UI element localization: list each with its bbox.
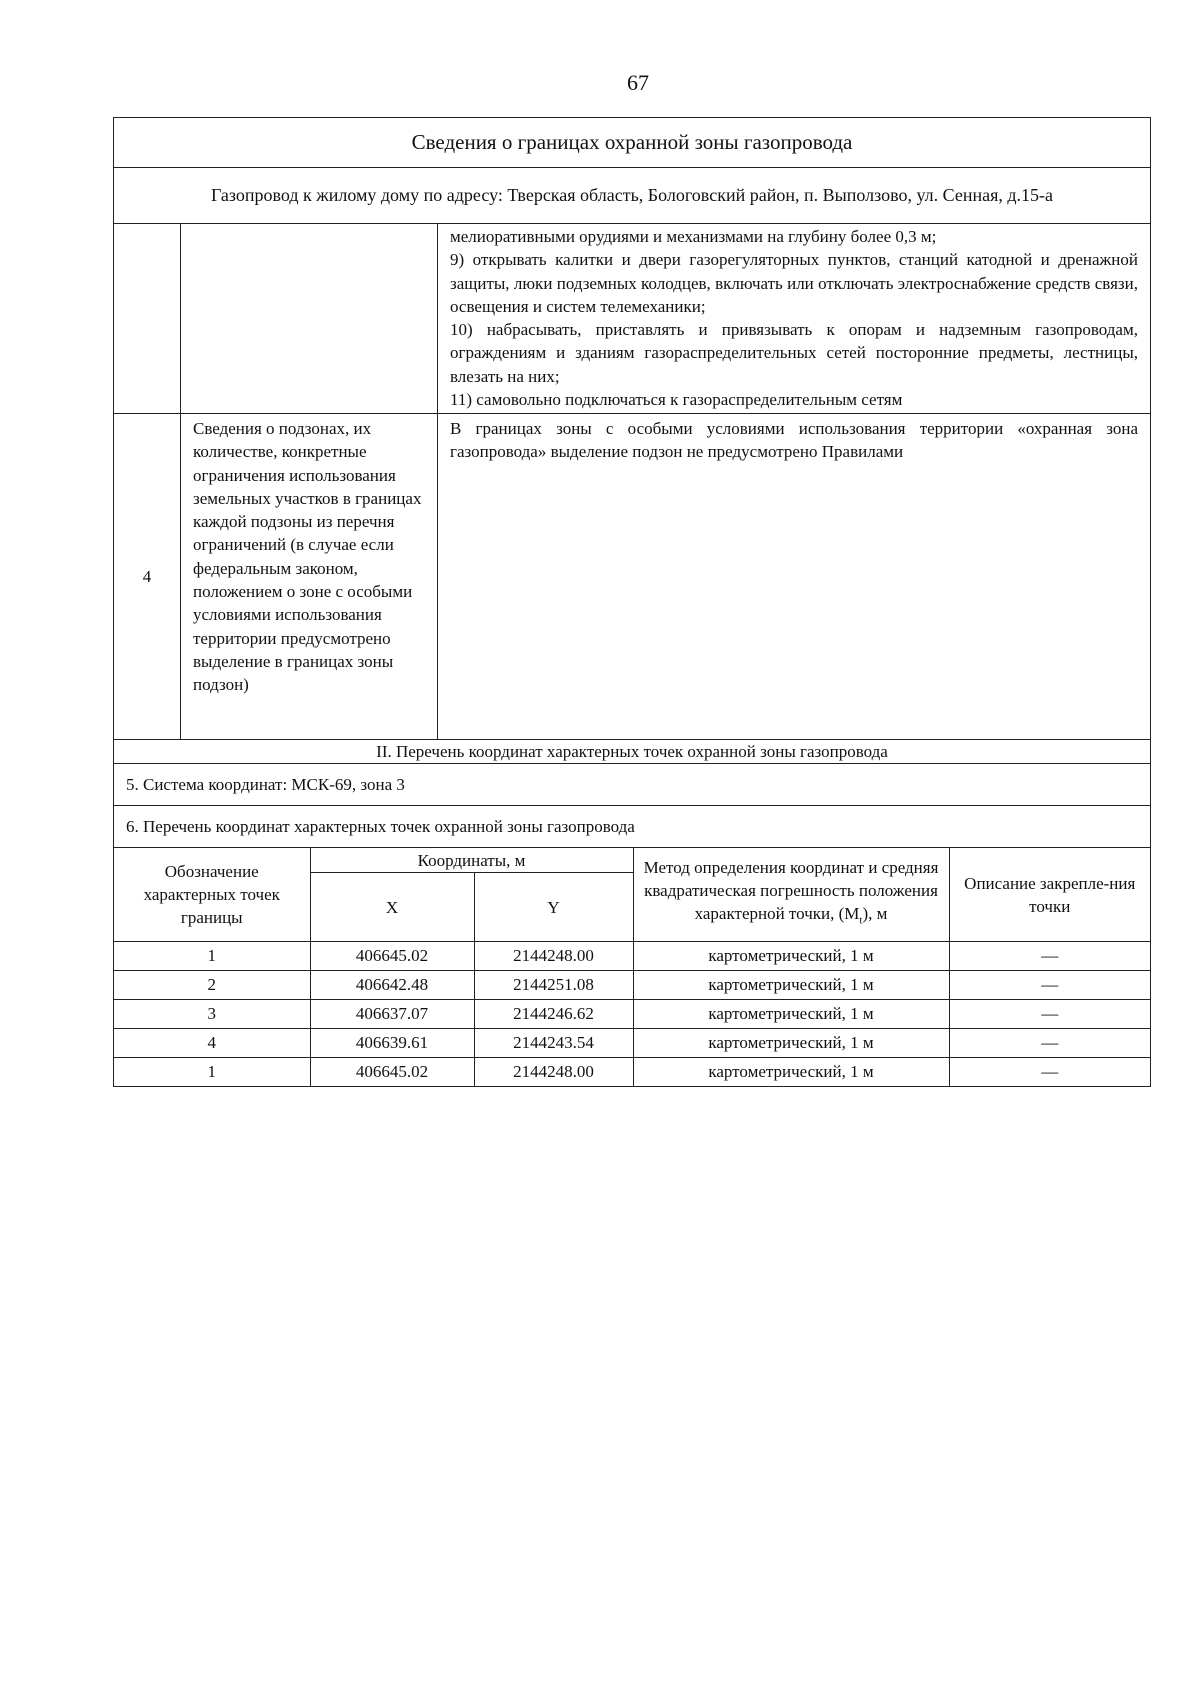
point-cell: 1 bbox=[114, 1058, 310, 1087]
coordinate-system: 5. Система координат: МСК-69, зона 3 bbox=[114, 764, 1150, 806]
coords-header: Координаты, м bbox=[310, 848, 633, 873]
subzones-value: В границах зоны с особыми условиями использования территории «охранная зона газопровода» выделение подзон не предусмотрено Правилами bbox=[450, 419, 1138, 462]
restrictions-list bbox=[438, 224, 1150, 413]
table-row bbox=[114, 971, 1150, 1000]
object-address: Газопровод к жилому дому по адресу: Тверская область, Бологовский район, п. Выползово, ул. Сенная, д.15-а bbox=[114, 168, 1150, 224]
desc-cell: — bbox=[949, 942, 1150, 971]
table-row bbox=[114, 1000, 1150, 1029]
point-cell: 4 bbox=[114, 1029, 310, 1058]
y-cell: 2144251.08 bbox=[474, 971, 633, 1000]
method-cell: картометрический, 1 м bbox=[633, 1029, 949, 1058]
method-cell: картометрический, 1 м bbox=[633, 971, 949, 1000]
table-row bbox=[114, 942, 1150, 971]
coordinate-list-title: 6. Перечень координат характерных точек охранной зоны газопровода bbox=[114, 806, 1150, 848]
list-item: мелиоративными орудиями и механизмами на глубину более 0,3 м; bbox=[450, 227, 937, 246]
description-header: Описание закрепле-ния точки bbox=[949, 848, 1150, 942]
zone-info-table bbox=[113, 117, 1151, 1087]
y-header: Y bbox=[474, 873, 633, 942]
table-title: Сведения о границах охранной зоны газопровода bbox=[114, 118, 1150, 168]
desc-cell: — bbox=[949, 1000, 1150, 1029]
x-cell: 406642.48 bbox=[310, 971, 474, 1000]
method-cell: картометрический, 1 м bbox=[633, 1058, 949, 1087]
restrictions-continuation-row bbox=[114, 224, 1150, 414]
y-cell: 2144248.00 bbox=[474, 942, 633, 971]
x-cell: 406645.02 bbox=[310, 1058, 474, 1087]
row-number: 4 bbox=[114, 414, 181, 739]
subzones-label: Сведения о подзонах, их количестве, конкретные ограничения использования земельных участков в границах каждой подзоны из перечня ограничений (в случае если федеральным законом, положением о зоне с особыми условиями использования территории предусмотрено выделение в границах зоны подзон) bbox=[181, 414, 438, 739]
list-item: 10) набрасывать, приставлять и привязывать к опорам и надземным газопроводам, ограждениям и зданиям газораспределительных сетей посторонние предметы, лестницы, влезать на них; bbox=[450, 320, 1138, 386]
x-header: X bbox=[310, 873, 474, 942]
desc-cell: — bbox=[949, 1029, 1150, 1058]
list-item: 9) открывать калитки и двери газорегуляторных пунктов, станций катодной и дренажной защиты, люки подземных колодцев, включать или отключать электроснабжение средств связи, освещения и систем телемеханики; bbox=[450, 250, 1138, 316]
x-cell: 406639.61 bbox=[310, 1029, 474, 1058]
y-cell: 2144248.00 bbox=[474, 1058, 633, 1087]
method-cell: картометрический, 1 м bbox=[633, 1000, 949, 1029]
method-header: Метод определения координат и средняя квадратическая погрешность положения характерной точки, $(M_t)$, м bbox=[633, 848, 949, 942]
subzones-row bbox=[114, 414, 1150, 740]
page-number: 67 bbox=[627, 70, 649, 95]
row-number-cell bbox=[114, 224, 181, 413]
designation-header: Обозначение характерных точек границы bbox=[114, 848, 310, 942]
section-2-title: II. Перечень координат характерных точек охранной зоны газопровода bbox=[114, 740, 1150, 764]
y-cell: 2144246.62 bbox=[474, 1000, 633, 1029]
row-label-cell bbox=[181, 224, 438, 413]
y-cell: 2144243.54 bbox=[474, 1029, 633, 1058]
coordinates-table bbox=[114, 848, 1150, 1086]
x-cell: 406637.07 bbox=[310, 1000, 474, 1029]
desc-cell: — bbox=[949, 971, 1150, 1000]
point-cell: 2 bbox=[114, 971, 310, 1000]
table-row bbox=[114, 1029, 1150, 1058]
point-cell: 3 bbox=[114, 1000, 310, 1029]
table-row bbox=[114, 1058, 1150, 1087]
desc-cell: — bbox=[949, 1058, 1150, 1087]
coordinates-table-wrap bbox=[114, 848, 1150, 1086]
point-cell: 1 bbox=[114, 942, 310, 971]
x-cell: 406645.02 bbox=[310, 942, 474, 971]
list-item: 11) самовольно подключаться к газораспределительным сетям bbox=[450, 390, 903, 410]
table-header-row bbox=[114, 848, 1150, 873]
method-cell: картометрический, 1 м bbox=[633, 942, 949, 971]
